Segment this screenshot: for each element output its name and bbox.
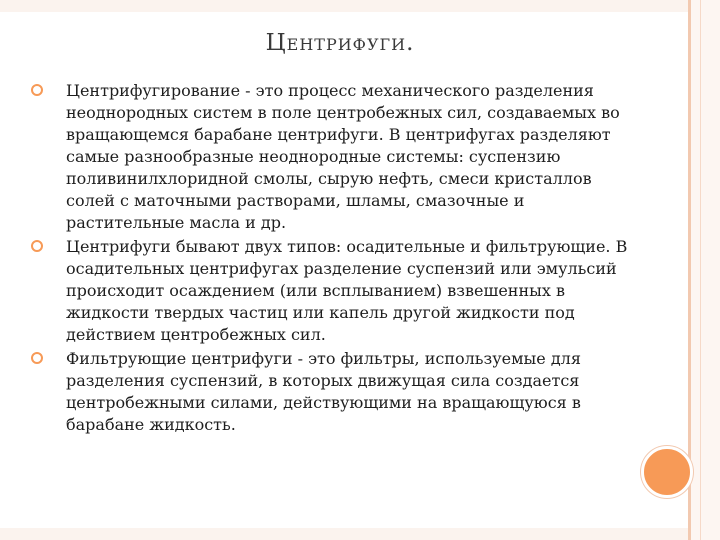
- bullet-circle-icon: [30, 351, 44, 365]
- frame-bottom-band: [0, 528, 720, 540]
- bullet-circle-icon: [30, 83, 44, 97]
- frame-right-band: [691, 0, 720, 540]
- bullet-item: [30, 348, 640, 436]
- bullet-item: [30, 80, 640, 234]
- bullet-text: Фильтрующие центрифуги - это фильтры, используемые для разделения суспензий, в которых движущая сила создается центробежными силами, действующими на вращающуюся в барабане жидкость.: [66, 349, 581, 434]
- orange-circle-decoration: [641, 446, 693, 498]
- bullet-text: Центрифугирование - это процесс механического разделения неоднородных систем в поле центробежных сил, создаваемых во вращающемся барабане центрифуги. В центрифугах разделяют самые разнообразные неоднородные системы: суспензию поливинилхлоридной смолы, сырую нефть, смеси кристаллов солей с маточными растворами, шламы, смазочные и растительные масла и др.: [66, 81, 620, 232]
- bullet-item: [30, 236, 640, 346]
- bullet-text: Центрифуги бывают двух типов: осадительные и фильтрующие. В осадительных центрифугах разделение суспензий или эмульсий происходит осаждением (или всплыванием) взвешенных в жидкости твердых частиц или капель другой жидкости под действием центробежных сил.: [66, 237, 628, 344]
- bullet-circle-icon: [30, 239, 44, 253]
- slide-title: Центрифуги.: [265, 30, 415, 56]
- bullet-list: [30, 80, 640, 438]
- frame-line-inner: [700, 0, 701, 540]
- frame-top-band: [0, 0, 720, 12]
